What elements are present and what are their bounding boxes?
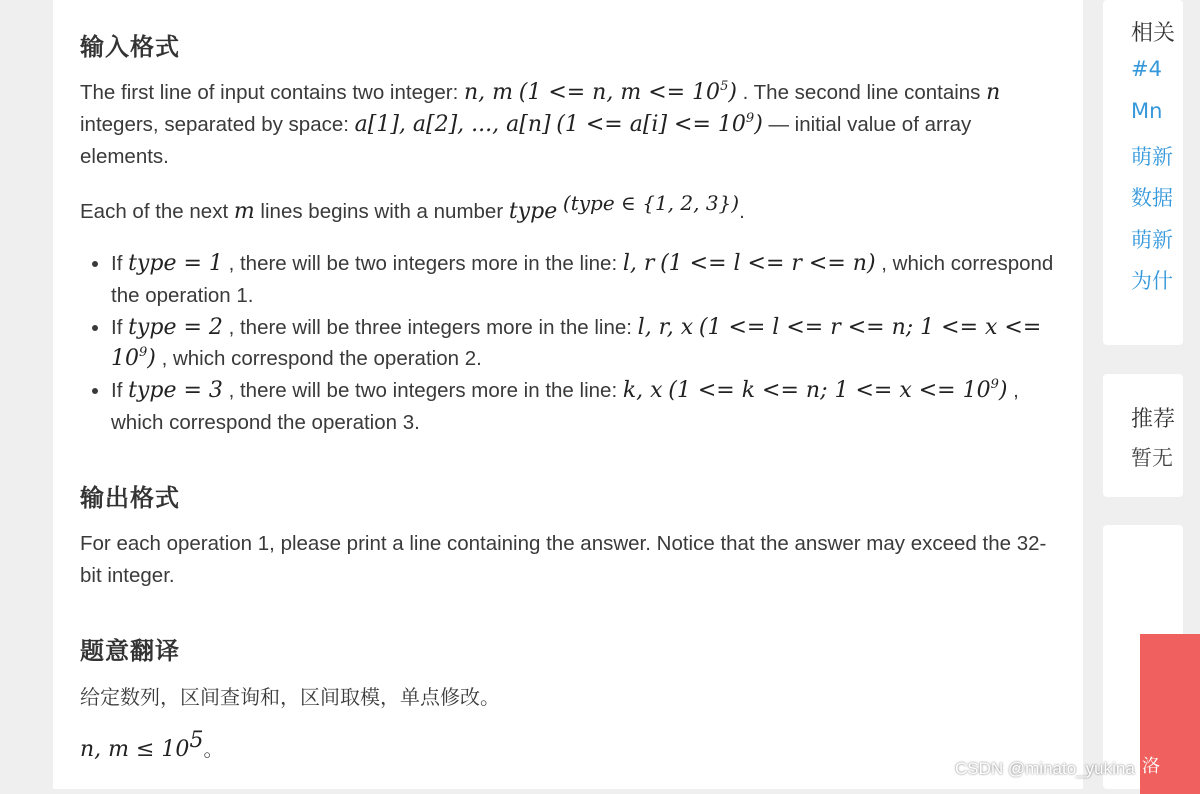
- input-line-1: The first line of input contains two integer: n, m (1 <= n, $m <= 10^5$) . The second line contains n: [80, 78, 1001, 105]
- math-n-m: n, m: [464, 80, 514, 105]
- output-format-heading: 输出格式: [80, 484, 180, 512]
- related-problems-panel: [1103, 0, 1183, 345]
- input-line-2: integers, separated by space: a[1], a[2], ..., a[n] $(1 <= a[i] <= 10^9)$ — initial value of array: [80, 110, 972, 137]
- recommend-empty-text: 暂无: [1131, 446, 1173, 470]
- math-m: m: [233, 199, 255, 224]
- operations-list: [80, 248, 1056, 439]
- operation-item-1: • If type = 1 , there will be two integers more in the line: l, r (1 <= l <= r <= n) , which correspond the operation 1.: [111, 248, 1056, 312]
- input-line-4: Each of the next m lines begins with a number type (type ∈ {1, 2, 3}).: [80, 191, 745, 224]
- related-link[interactable]: 为什: [1131, 269, 1173, 293]
- math-type-set: (type ∈ {1, 2, 3}): [562, 191, 740, 215]
- recommend-title: 推荐: [1131, 407, 1176, 432]
- ad-banner[interactable]: [1140, 634, 1200, 794]
- input-line-3: elements.: [80, 145, 169, 168]
- problem-card: [53, 0, 1083, 789]
- translation-text: 给定数列，区间查询和，区间取模，单点修改。: [80, 685, 500, 709]
- related-link[interactable]: Mn: [1131, 99, 1163, 123]
- input-format-heading: 输入格式: [80, 33, 180, 61]
- math-array-range: $(1 <= a[i] <= 10^9)$: [556, 110, 763, 137]
- output-format-text: For each operation 1, please print a line containing the answer. Notice that the answer may exceed the 32-bit integer.: [80, 532, 1047, 587]
- csdn-watermark: CSDN @minato_yukina: [955, 759, 1135, 778]
- translation-formula: n, $m \le 10^5$。: [80, 728, 224, 762]
- related-link[interactable]: 萌新: [1131, 228, 1173, 252]
- math-type: type: [508, 199, 558, 224]
- operation-item-2: • If type = 2 , there will be three integers more in the line: l, r, x (1 <= l <= r <= n; $1 <= x <= 10^9$) , which correspond the operation 2.: [111, 312, 1056, 376]
- operation-item-3: • If type = 3 , there will be two integers more in the line: k, x (1 <= k <= n; $1 <= x <= 10^9$) , which correspond the operation 3.: [111, 375, 1056, 439]
- related-title: 相关: [1131, 21, 1176, 46]
- ad-text: 洛: [1142, 756, 1160, 777]
- related-link[interactable]: 萌新: [1131, 145, 1173, 169]
- ad-panel: [1103, 525, 1183, 789]
- recommend-panel: [1103, 374, 1183, 497]
- related-link[interactable]: 数据: [1131, 186, 1173, 210]
- related-link[interactable]: #4: [1131, 57, 1162, 81]
- math-nm-range: (1 <= n, $m <= 10^5$): [518, 78, 737, 105]
- math-array: a[1], a[2], ..., a[n]: [354, 112, 551, 137]
- math-n: n: [986, 80, 1001, 105]
- translation-heading: 题意翻译: [80, 637, 180, 665]
